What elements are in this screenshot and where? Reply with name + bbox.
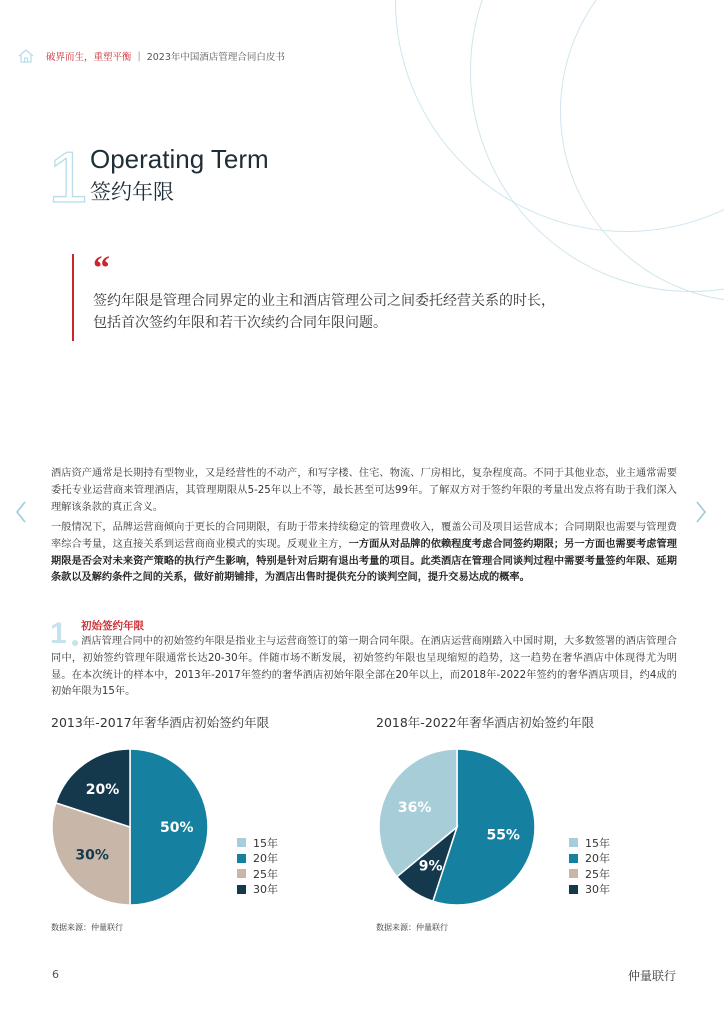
quote-text: 签约年限是管理合同界定的业主和酒店管理公司之间委托经营关系的时长，包括首次签约年限和若干次续约合同年限问题。 — [93, 293, 555, 331]
legend-item — [237, 851, 278, 867]
body-paragraph-1: 酒店资产通常是长期持有型物业，又是经营性的不动产，和写字楼、住宅、物流、厂房相比，复杂程度高。不同于其他业态，业主通常需要委托专业运营商来管理酒店，其管理期限从5-25年以上不等，最长甚至可达99年。了解双方对于签约年限的考量出发点将有助于我们深入理解该条款的真正含义。 — [51, 468, 677, 513]
header-tagline: 破界而生，重塑平衡 — [46, 52, 132, 63]
page-header — [18, 46, 285, 66]
pie-label-30年: 20% — [85, 782, 120, 799]
chart-2-source: 数据来源：仲量联行 — [376, 923, 448, 932]
legend-label: 25年 — [253, 867, 278, 881]
legend-label: 30年 — [585, 883, 610, 897]
header-doc-title: 2023年中国酒店管理合同白皮书 — [146, 52, 285, 63]
chart-2-legend — [569, 835, 610, 897]
pie-label-30年: 9% — [418, 858, 443, 875]
legend-swatch — [237, 885, 246, 894]
legend-item — [569, 882, 610, 898]
legend-label: 15年 — [253, 836, 278, 850]
brand-name: 仲量联行 — [628, 969, 677, 983]
pie-chart-2018-2022 — [367, 740, 547, 910]
header-separator: | — [137, 50, 141, 62]
subsection-text — [51, 634, 677, 701]
legend-label: 30年 — [253, 883, 278, 897]
quote-mark-icon: “ — [93, 250, 110, 287]
chevron-left-icon[interactable] — [14, 500, 28, 524]
quote-bar — [72, 254, 74, 341]
legend-label: 20年 — [253, 852, 278, 866]
legend-item — [569, 866, 610, 882]
pie-label-20年: 50% — [160, 820, 194, 836]
page-number: 6 — [52, 968, 59, 981]
chart-1-legend — [237, 835, 278, 897]
legend-item — [237, 866, 278, 882]
legend-item — [569, 851, 610, 867]
legend-item — [237, 882, 278, 898]
chart-1-title: 2013年-2017年奢华酒店初始签约年限 — [51, 715, 270, 730]
legend-label: 25年 — [585, 867, 610, 881]
chart-2-title: 2018年-2022年奢华酒店初始签约年限 — [376, 715, 595, 730]
pie-label-20年: 55% — [486, 827, 520, 844]
legend-swatch — [237, 854, 246, 863]
section-title-en: Operating Term — [90, 144, 269, 174]
chevron-right-icon[interactable] — [694, 500, 708, 524]
subsection-text-content: 酒店管理合同中的初始签约年限是指业主与运营商签订的第一期合同年限。在酒店运营商刚踏入中国时期，大多数签署的酒店管理合同中，初始签约管理年限通常长达20-30年。伴随市场不断发展，初始签约年限也呈现缩短的趋势，这一趋势在奢华酒店中体现得尤为明显。在本次统计的样本中，2013年-2017年签约的奢华酒店初始年限全部在20年以上，而2018年-2022年签约的奢华酒店项目，约4成的初始年限为15年。 — [51, 636, 677, 698]
section-title-cn: 签约年限 — [90, 180, 174, 204]
pie-label-25年: 30% — [75, 847, 109, 864]
legend-swatch — [237, 869, 246, 878]
section-number: 1 — [48, 138, 89, 218]
legend-swatch — [569, 854, 578, 863]
body-paragraph-2 — [51, 520, 677, 587]
subsection-title: 初始签约年限 — [81, 620, 144, 632]
legend-swatch — [569, 838, 578, 847]
subsection-number: 1 — [50, 617, 67, 650]
legend-item — [569, 835, 610, 851]
body-paragraph-2-bold: 一方面从对品牌的依赖程度考虑合同签约期限；另一方面也需要考虑管理期限是否会对未来资产策略的执行产生影响，特别是针对后期有退出考量的项目。此类酒店在管理合同谈判过程中需要考量签约年限、延期条款以及解约条件之间的关系，做好前期铺排，为酒店出售时提供充分的谈判空间，提升交易达成的概率。 — [51, 538, 677, 584]
pie-chart-2013-2017 — [40, 740, 220, 910]
body-paragraph-2-plain: 一般情况下，品牌运营商倾向于更长的合同期限，有助于带来持续稳定的管理费收入，覆盖公司及项目运营成本；合同期限也需要与管理费率综合考量，这直接关系到运营商商业模式的实现。反观业主方， — [51, 522, 677, 550]
chart-1-source: 数据来源：仲量联行 — [51, 923, 123, 932]
legend-label: 15年 — [585, 836, 610, 850]
legend-swatch — [569, 885, 578, 894]
legend-swatch — [237, 838, 246, 847]
legend-item — [237, 835, 278, 851]
legend-label: 20年 — [585, 852, 610, 866]
legend-swatch — [569, 869, 578, 878]
pie-label-15年: 36% — [397, 800, 432, 817]
home-icon[interactable] — [18, 49, 34, 63]
